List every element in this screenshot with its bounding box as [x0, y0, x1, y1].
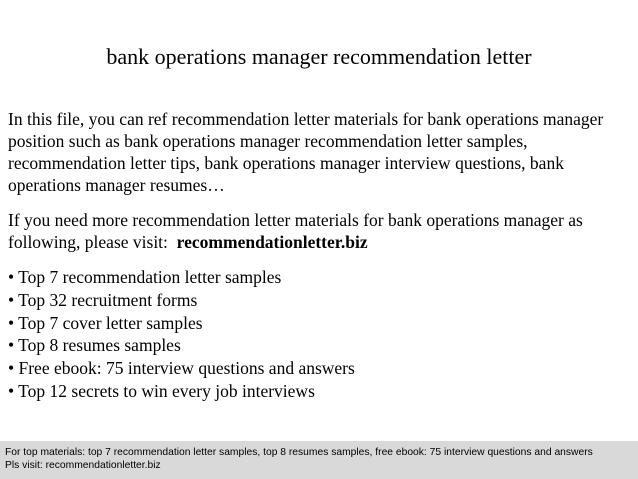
footer-bar [0, 441, 638, 479]
footer-visit-line: Pls visit: recommendationletter.biz [5, 460, 161, 471]
list-item: • Top 7 cover letter samples [8, 312, 203, 333]
intro-paragraph [8, 108, 632, 196]
intro-line: In this file, you can ref recommendation letter materials for bank operations manager [8, 109, 604, 129]
resource-list [8, 266, 632, 403]
intro-line: recommendation letter tips, bank operations manager interview questions, bank [8, 153, 564, 173]
website-link[interactable]: recommendationletter.biz [176, 232, 368, 252]
list-item: • Top 7 recommendation letter samples [8, 267, 282, 287]
more-materials-visit-line [8, 231, 632, 253]
list-item: • Top 8 resumes samples [8, 335, 181, 356]
list-item: • Top 12 secrets to win every job interviews [8, 380, 315, 401]
list-item: • Free ebook: 75 interview questions and answers [8, 358, 355, 379]
document-title: bank operations manager recommendation letter [106, 44, 532, 69]
more-materials-paragraph [8, 209, 632, 253]
intro-line: position such as bank operations manager recommendation letter samples, [8, 131, 528, 151]
intro-line: operations manager resumes… [8, 175, 225, 195]
document-body [8, 108, 632, 403]
visit-prefix: following, please visit: [8, 232, 177, 252]
more-materials-line: If you need more recommendation letter materials for bank operations manager as [8, 210, 583, 230]
footer-line: For top materials: top 7 recommendation letter samples, top 8 resumes samples, free ebook: 75 interview questions and answers [5, 447, 593, 458]
list-item: • Top 32 recruitment forms [8, 289, 198, 310]
